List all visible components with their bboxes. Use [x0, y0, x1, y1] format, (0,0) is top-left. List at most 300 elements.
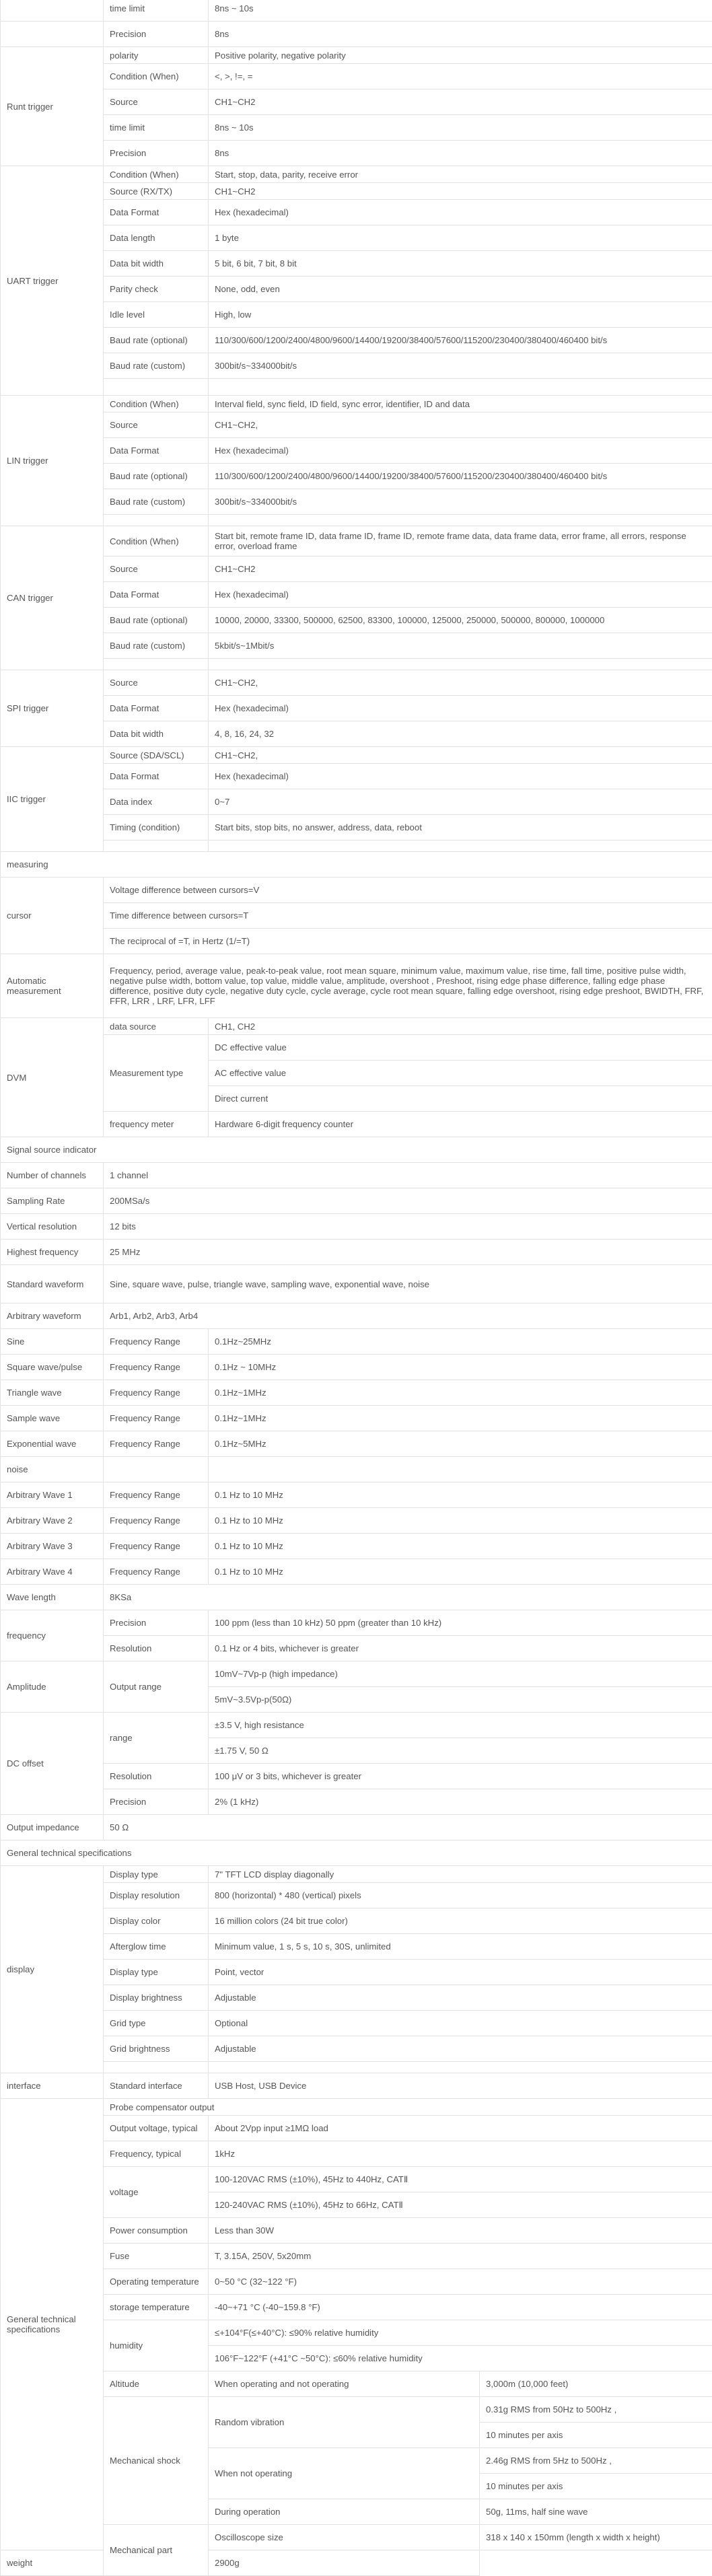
table-cell: range: [104, 1713, 209, 1764]
table-row: [1, 200, 712, 225]
table-cell: <, >, !=, =: [209, 64, 712, 90]
table-cell: 12 bits: [104, 1214, 712, 1240]
table-cell: 8KSa: [104, 1585, 712, 1610]
table-cell: ±1.75 V, 50 Ω: [209, 1738, 712, 1764]
table-cell: 1kHz: [209, 2141, 712, 2167]
table-cell: Baud rate (optional): [104, 464, 209, 489]
table-cell: Arbitrary waveform: [1, 1303, 104, 1329]
table-cell: The reciprocal of =T, in Hertz (1/=T): [104, 929, 712, 954]
table-cell: Data Format: [104, 582, 209, 608]
table-row: [1, 464, 712, 489]
table-cell: 10 minutes per axis: [480, 2423, 712, 2448]
table-row: [1, 379, 712, 396]
table-cell: Hex (hexadecimal): [209, 200, 712, 225]
table-cell: Optional: [209, 2011, 712, 2036]
table-cell: Output impedance: [1, 1815, 104, 1840]
table-row: [1, 1934, 712, 1960]
table-cell: Condition (When): [104, 64, 209, 90]
table-cell: Source (RX/TX): [104, 183, 209, 200]
table-cell: Data length: [104, 225, 209, 251]
table-cell: Precision: [104, 1789, 209, 1815]
table-row: [1, 633, 712, 659]
table-cell: 8ns: [209, 141, 712, 166]
table-row: [1, 1018, 712, 1035]
table-cell: Sine: [1, 1329, 104, 1355]
table-cell: Signal source indicator: [1, 1137, 712, 1163]
table-cell: High, low: [209, 302, 712, 328]
table-row: [1, 2099, 712, 2116]
table-row: [1, 1214, 712, 1240]
table-cell: 0.1Hz~5MHz: [209, 1431, 712, 1457]
table-cell: 0.1 Hz to 10 MHz: [209, 1508, 712, 1534]
table-row: [1, 659, 712, 670]
table-cell: 0.1 Hz to 10 MHz: [209, 1559, 712, 1585]
table-row: [1, 2011, 712, 2036]
table-cell: When operating and not operating: [209, 2371, 480, 2397]
table-cell: Frequency Range: [104, 1406, 209, 1431]
table-row: [1, 582, 712, 608]
table-row: [1, 789, 712, 815]
table-row: [1, 815, 712, 840]
table-row: [1, 1585, 712, 1610]
table-cell: Display color: [104, 1908, 209, 1934]
table-cell: 800 (horizontal) * 480 (vertical) pixels: [209, 1883, 712, 1908]
table-cell: cursor: [1, 878, 104, 954]
table-cell: Arbitrary Wave 2: [1, 1508, 104, 1534]
table-cell: Timing (condition): [104, 815, 209, 840]
table-cell: Output range: [104, 1661, 209, 1713]
table-cell: Arbitrary Wave 1: [1, 1482, 104, 1508]
table-cell: Standard waveform: [1, 1265, 104, 1303]
table-row: [1, 1764, 712, 1789]
table-cell: [104, 515, 209, 526]
table-cell: CH1~CH2: [209, 90, 712, 115]
table-cell: DVM: [1, 1018, 104, 1137]
table-cell: 5 bit, 6 bit, 7 bit, 8 bit: [209, 251, 712, 277]
table-row: [1, 2525, 712, 2550]
table-cell: Condition (When): [104, 396, 209, 413]
table-cell: [209, 379, 712, 396]
table-cell: Power consumption: [104, 2218, 209, 2244]
table-cell: Resolution: [104, 1636, 209, 1661]
table-row: [1, 1866, 712, 1883]
table-row: [1, 438, 712, 464]
table-cell: Data Format: [104, 438, 209, 464]
table-row: [1, 1908, 712, 1934]
table-row: [1, 2062, 712, 2073]
table-cell: Source: [104, 90, 209, 115]
table-row: [1, 1960, 712, 1985]
table-row: [1, 1355, 712, 1380]
table-row: [1, 840, 712, 852]
table-row: [1, 2218, 712, 2244]
table-cell: 50g, 11ms, half sine wave: [480, 2499, 712, 2525]
table-row: [1, 1240, 712, 1265]
table-cell: [104, 379, 209, 396]
table-row: [1, 0, 712, 22]
table-cell: Start bits, stop bits, no answer, address, data, reboot: [209, 815, 712, 840]
table-cell: CH1~CH2,: [209, 670, 712, 696]
table-cell: T, 3.15A, 250V, 5x20mm: [209, 2244, 712, 2269]
table-cell: Frequency, period, average value, peak-to-peak value, root mean square, minimum value, maximum value, rise time, fall time, positive pulse width, negative pulse width, bottom value, top value, middle value, amplitude, overshoot , Preshoot, rising edge phase difference, falling edge phase difference, positive duty cycle, negative duty cycle, cycle average, cycle root mean square, falling edge overshoot, rising edge preshoot, BWIDTH, FRF, FFR, LRR , LRF, LFR, LFF: [104, 954, 712, 1018]
table-cell: [209, 2062, 712, 2073]
table-cell: 8ns ~ 10s: [209, 115, 712, 141]
table-cell: DC effective value: [209, 1035, 712, 1061]
table-cell: None, odd, even: [209, 277, 712, 302]
table-cell: Less than 30W: [209, 2218, 712, 2244]
table-row: [1, 1534, 712, 1559]
table-cell: Frequency Range: [104, 1559, 209, 1585]
table-cell: CH1~CH2: [209, 557, 712, 582]
table-cell: Hex (hexadecimal): [209, 582, 712, 608]
table-cell: Minimum value, 1 s, 5 s, 10 s, 30S, unlimited: [209, 1934, 712, 1960]
table-cell: time limit: [104, 0, 209, 22]
table-row: [1, 1035, 712, 1061]
table-cell: [104, 2062, 209, 2073]
table-row: [1, 1482, 712, 1508]
table-cell: Hex (hexadecimal): [209, 438, 712, 464]
table-cell: interface: [1, 2073, 104, 2099]
table-cell: 100-120VAC RMS (±10%), 45Hz to 440Hz, CATⅡ: [209, 2167, 712, 2192]
table-cell: Frequency Range: [104, 1508, 209, 1534]
table-cell: Baud rate (custom): [104, 353, 209, 379]
table-row: [1, 166, 712, 183]
table-cell: Voltage difference between cursors=V: [104, 878, 712, 903]
table-row: [1, 1457, 712, 1482]
table-cell: [104, 840, 209, 852]
table-row: [1, 2320, 712, 2346]
table-cell: 3,000m (10,000 feet): [480, 2371, 712, 2397]
table-cell: [209, 659, 712, 670]
table-row: [1, 1329, 712, 1355]
table-cell: UART trigger: [1, 166, 104, 396]
table-cell: 106°F~122°F (+41°C ~50°C): ≤60% relative humidity: [209, 2346, 712, 2371]
table-row: [1, 141, 712, 166]
table-cell: 318 x 140 x 150mm (length x width x height): [480, 2525, 712, 2550]
table-row: [1, 2116, 712, 2141]
table-cell: About 2Vpp input ≥1MΩ load: [209, 2116, 712, 2141]
table-cell: -40~+71 °C (-40~159.8 °F): [209, 2295, 712, 2320]
table-cell: Grid brightness: [104, 2036, 209, 2062]
table-cell: 7" TFT LCD display diagonally: [209, 1866, 712, 1883]
table-row: [1, 2167, 712, 2192]
table-cell: Idle level: [104, 302, 209, 328]
table-cell: Baud rate (optional): [104, 608, 209, 633]
table-row: [1, 2036, 712, 2062]
table-row: [1, 47, 712, 64]
table-cell: 10000, 20000, 33300, 500000, 62500, 83300, 100000, 125000, 250000, 500000, 800000, 1000000: [209, 608, 712, 633]
table-cell: [1, 22, 104, 47]
table-cell: Data Format: [104, 696, 209, 721]
table-cell: General technical specifications: [1, 1840, 712, 1866]
table-cell: 0.1Hz~25MHz: [209, 1329, 712, 1355]
table-cell: Display type: [104, 1960, 209, 1985]
table-cell: Precision: [104, 1610, 209, 1636]
table-cell: ≤+104°F(≤+40°C): ≤90% relative humidity: [209, 2320, 712, 2346]
table-cell: CH1, CH2: [209, 1018, 712, 1035]
table-row: [1, 1883, 712, 1908]
table-cell: Afterglow time: [104, 1934, 209, 1960]
table-cell: Direct current: [209, 1086, 712, 1112]
table-cell: voltage: [104, 2167, 209, 2218]
table-row: [1, 2244, 712, 2269]
table-cell: Source: [104, 413, 209, 438]
table-cell: Arbitrary Wave 3: [1, 1534, 104, 1559]
table-cell: Source (SDA/SCL): [104, 747, 209, 764]
table-cell: Baud rate (custom): [104, 489, 209, 515]
table-cell: Sample wave: [1, 1406, 104, 1431]
table-cell: [209, 1457, 712, 1482]
table-cell: General technical specifications: [1, 2099, 104, 2550]
table-cell: Data bit width: [104, 721, 209, 747]
table-row: [1, 2141, 712, 2167]
table-cell: 25 MHz: [104, 1240, 712, 1265]
table-cell: Amplitude: [1, 1661, 104, 1713]
table-cell: 8ns ~ 10s: [209, 0, 712, 22]
table-cell: Precision: [104, 141, 209, 166]
table-row: [1, 1380, 712, 1406]
table-row: [1, 90, 712, 115]
table-cell: Automatic measurement: [1, 954, 104, 1018]
table-cell: [104, 659, 209, 670]
table-cell: Hex (hexadecimal): [209, 764, 712, 789]
table-cell: 120-240VAC RMS (±10%), 45Hz to 66Hz, CATⅡ: [209, 2192, 712, 2218]
table-cell: Data Format: [104, 764, 209, 789]
table-cell: [209, 840, 712, 852]
table-cell: 5mV~3.5Vp-p(50Ω): [209, 1687, 712, 1713]
table-cell: Fuse: [104, 2244, 209, 2269]
table-row: [1, 852, 712, 878]
table-cell: 2900g: [209, 2550, 480, 2576]
table-cell: Baud rate (custom): [104, 633, 209, 659]
table-cell: frequency meter: [104, 1112, 209, 1137]
table-cell: Parity check: [104, 277, 209, 302]
table-cell: Sampling Rate: [1, 1188, 104, 1214]
table-cell: 0.1 Hz to 10 MHz: [209, 1534, 712, 1559]
table-cell: Highest frequency: [1, 1240, 104, 1265]
table-row: [1, 1431, 712, 1457]
table-cell: Data bit width: [104, 251, 209, 277]
table-row: [1, 1188, 712, 1214]
table-row: [1, 1137, 712, 1163]
table-cell: DC offset: [1, 1713, 104, 1815]
table-cell: Display brightness: [104, 1985, 209, 2011]
table-row: [1, 1508, 712, 1534]
table-cell: 100 ppm (less than 10 kHz) 50 ppm (greater than 10 kHz): [209, 1610, 712, 1636]
table-cell: 0.1 Hz to 10 MHz: [209, 1482, 712, 1508]
table-row: [1, 1815, 712, 1840]
table-cell: Condition (When): [104, 166, 209, 183]
table-cell: CH1~CH2,: [209, 747, 712, 764]
table-cell: Mechanical shock: [104, 2397, 209, 2525]
table-row: [1, 670, 712, 696]
table-row: [1, 1661, 712, 1687]
table-cell: data source: [104, 1018, 209, 1035]
table-cell: CAN trigger: [1, 526, 104, 670]
table-cell: Altitude: [104, 2371, 209, 2397]
table-row: [1, 1610, 712, 1636]
table-row: [1, 2295, 712, 2320]
table-row: [1, 489, 712, 515]
table-cell: 0~7: [209, 789, 712, 815]
table-row: [1, 954, 712, 1018]
table-row: [1, 557, 712, 582]
table-cell: Frequency Range: [104, 1482, 209, 1508]
table-cell: 300bit/s~334000bit/s: [209, 489, 712, 515]
table-cell: [209, 515, 712, 526]
table-row: [1, 353, 712, 379]
table-cell: [1, 0, 104, 22]
table-cell: Wave length: [1, 1585, 104, 1610]
table-cell: SPI trigger: [1, 670, 104, 747]
table-cell: Start bit, remote frame ID, data frame ID, frame ID, remote frame data, data frame data, error frame, all errors, response error, overload frame: [209, 526, 712, 557]
table-cell: [104, 1457, 209, 1482]
table-cell: CH1~CH2,: [209, 413, 712, 438]
table-cell: 200MSa/s: [104, 1188, 712, 1214]
table-row: [1, 1112, 712, 1137]
table-row: [1, 1713, 712, 1738]
table-cell: 0.1Hz ~ 10MHz: [209, 1355, 712, 1380]
table-cell: weight: [1, 2550, 104, 2576]
table-cell: 0.1 Hz or 4 bits, whichever is greater: [209, 1636, 712, 1661]
table-row: [1, 1265, 712, 1303]
table-row: [1, 1789, 712, 1815]
table-cell: When not operating: [209, 2448, 480, 2499]
table-row: [1, 1840, 712, 1866]
table-cell: Frequency Range: [104, 1431, 209, 1457]
table-cell: Resolution: [104, 1764, 209, 1789]
table-cell: 300bit/s~334000bit/s: [209, 353, 712, 379]
table-cell: Standard interface: [104, 2073, 209, 2099]
table-row: [1, 1559, 712, 1585]
table-cell: During operation: [209, 2499, 480, 2525]
table-cell: Source: [104, 670, 209, 696]
table-cell: Operating temperature: [104, 2269, 209, 2295]
table-cell: time limit: [104, 115, 209, 141]
table-cell: Interval field, sync field, ID field, sync error, identifier, ID and data: [209, 396, 712, 413]
table-cell: display: [1, 1866, 104, 2073]
table-cell: Point, vector: [209, 1960, 712, 1985]
table-cell: 110/300/600/1200/2400/4800/9600/14400/19200/38400/57600/115200/230400/380400/460400 bit/s: [209, 328, 712, 353]
table-cell: Condition (When): [104, 526, 209, 557]
table-cell: Time difference between cursors=T: [104, 903, 712, 929]
table-cell: Runt trigger: [1, 47, 104, 166]
table-cell: frequency: [1, 1610, 104, 1661]
table-cell: Display type: [104, 1866, 209, 1883]
table-cell: 2% (1 kHz): [209, 1789, 712, 1815]
table-cell: CH1~CH2: [209, 183, 712, 200]
table-cell: Sine, square wave, pulse, triangle wave, sampling wave, exponential wave, noise: [104, 1265, 712, 1303]
table-row: [1, 251, 712, 277]
table-row: [1, 2269, 712, 2295]
table-cell: Hex (hexadecimal): [209, 696, 712, 721]
table-row: [1, 878, 712, 903]
table-cell: 8ns: [209, 22, 712, 47]
table-cell: Arb1, Arb2, Arb3, Arb4: [104, 1303, 712, 1329]
table-cell: Adjustable: [209, 2036, 712, 2062]
table-cell: Exponential wave: [1, 1431, 104, 1457]
table-cell: humidity: [104, 2320, 209, 2371]
table-cell: Start, stop, data, parity, receive error: [209, 166, 712, 183]
table-row: [1, 302, 712, 328]
table-cell: Triangle wave: [1, 1380, 104, 1406]
table-cell: Arbitrary Wave 4: [1, 1559, 104, 1585]
table-cell: Probe compensator output: [104, 2099, 712, 2116]
table-cell: Hardware 6-digit frequency counter: [209, 1112, 712, 1137]
table-cell: 16 million colors (24 bit true color): [209, 1908, 712, 1934]
table-row: [1, 721, 712, 747]
table-row: [1, 1636, 712, 1661]
table-row: [1, 225, 712, 251]
table-row: [1, 1163, 712, 1188]
table-row: [1, 696, 712, 721]
table-row: [1, 929, 712, 954]
table-cell: 110/300/600/1200/2400/4800/9600/14400/19200/38400/57600/115200/230400/380400/460400 bit/s: [209, 464, 712, 489]
table-cell: Frequency Range: [104, 1380, 209, 1406]
table-cell: Output voltage, typical: [104, 2116, 209, 2141]
table-cell: Positive polarity, negative polarity: [209, 47, 712, 64]
table-row: [1, 22, 712, 47]
table-cell: 10mV~7Vp-p (high impedance): [209, 1661, 712, 1687]
table-cell: Frequency, typical: [104, 2141, 209, 2167]
table-cell: Frequency Range: [104, 1534, 209, 1559]
table-cell: Baud rate (optional): [104, 328, 209, 353]
table-cell: measuring: [1, 852, 712, 878]
table-cell: Oscilloscope size: [209, 2525, 480, 2550]
table-row: [1, 115, 712, 141]
table-row: [1, 526, 712, 557]
table-cell: ±3.5 V, high resistance: [209, 1713, 712, 1738]
table-row: [1, 328, 712, 353]
table-cell: Source: [104, 557, 209, 582]
table-cell: storage temperature: [104, 2295, 209, 2320]
table-cell: Display resolution: [104, 1883, 209, 1908]
table-cell: 0~50 °C (32~122 °F): [209, 2269, 712, 2295]
table-row: [1, 1406, 712, 1431]
table-cell: 100 μV or 3 bits, whichever is greater: [209, 1764, 712, 1789]
table-row: [1, 183, 712, 200]
table-cell: 0.1Hz~1MHz: [209, 1380, 712, 1406]
table-row: [1, 1303, 712, 1329]
table-row: [1, 903, 712, 929]
table-row: [1, 2397, 712, 2423]
table-cell: Data Format: [104, 200, 209, 225]
table-cell: 1 byte: [209, 225, 712, 251]
table-row: [1, 2371, 712, 2397]
table-row: [1, 608, 712, 633]
table-cell: Random vibration: [209, 2397, 480, 2448]
table-cell: AC effective value: [209, 1061, 712, 1086]
table-cell: Grid type: [104, 2011, 209, 2036]
table-cell: 2.46g RMS from 5Hz to 500Hz ,: [480, 2448, 712, 2474]
table-cell: 0.31g RMS from 50Hz to 500Hz ,: [480, 2397, 712, 2423]
table-row: [1, 764, 712, 789]
table-cell: noise: [1, 1457, 104, 1482]
table-cell: 50 Ω: [104, 1815, 712, 1840]
table-cell: Measurement type: [104, 1035, 209, 1112]
table-cell: 10 minutes per axis: [480, 2474, 712, 2499]
table-cell: Number of channels: [1, 1163, 104, 1188]
table-cell: 4, 8, 16, 24, 32: [209, 721, 712, 747]
table-cell: Frequency Range: [104, 1329, 209, 1355]
table-row: [1, 64, 712, 90]
table-cell: Data index: [104, 789, 209, 815]
table-cell: 1 channel: [104, 1163, 712, 1188]
table-cell: polarity: [104, 47, 209, 64]
table-row: [1, 277, 712, 302]
table-row: [1, 396, 712, 413]
table-cell: Vertical resolution: [1, 1214, 104, 1240]
